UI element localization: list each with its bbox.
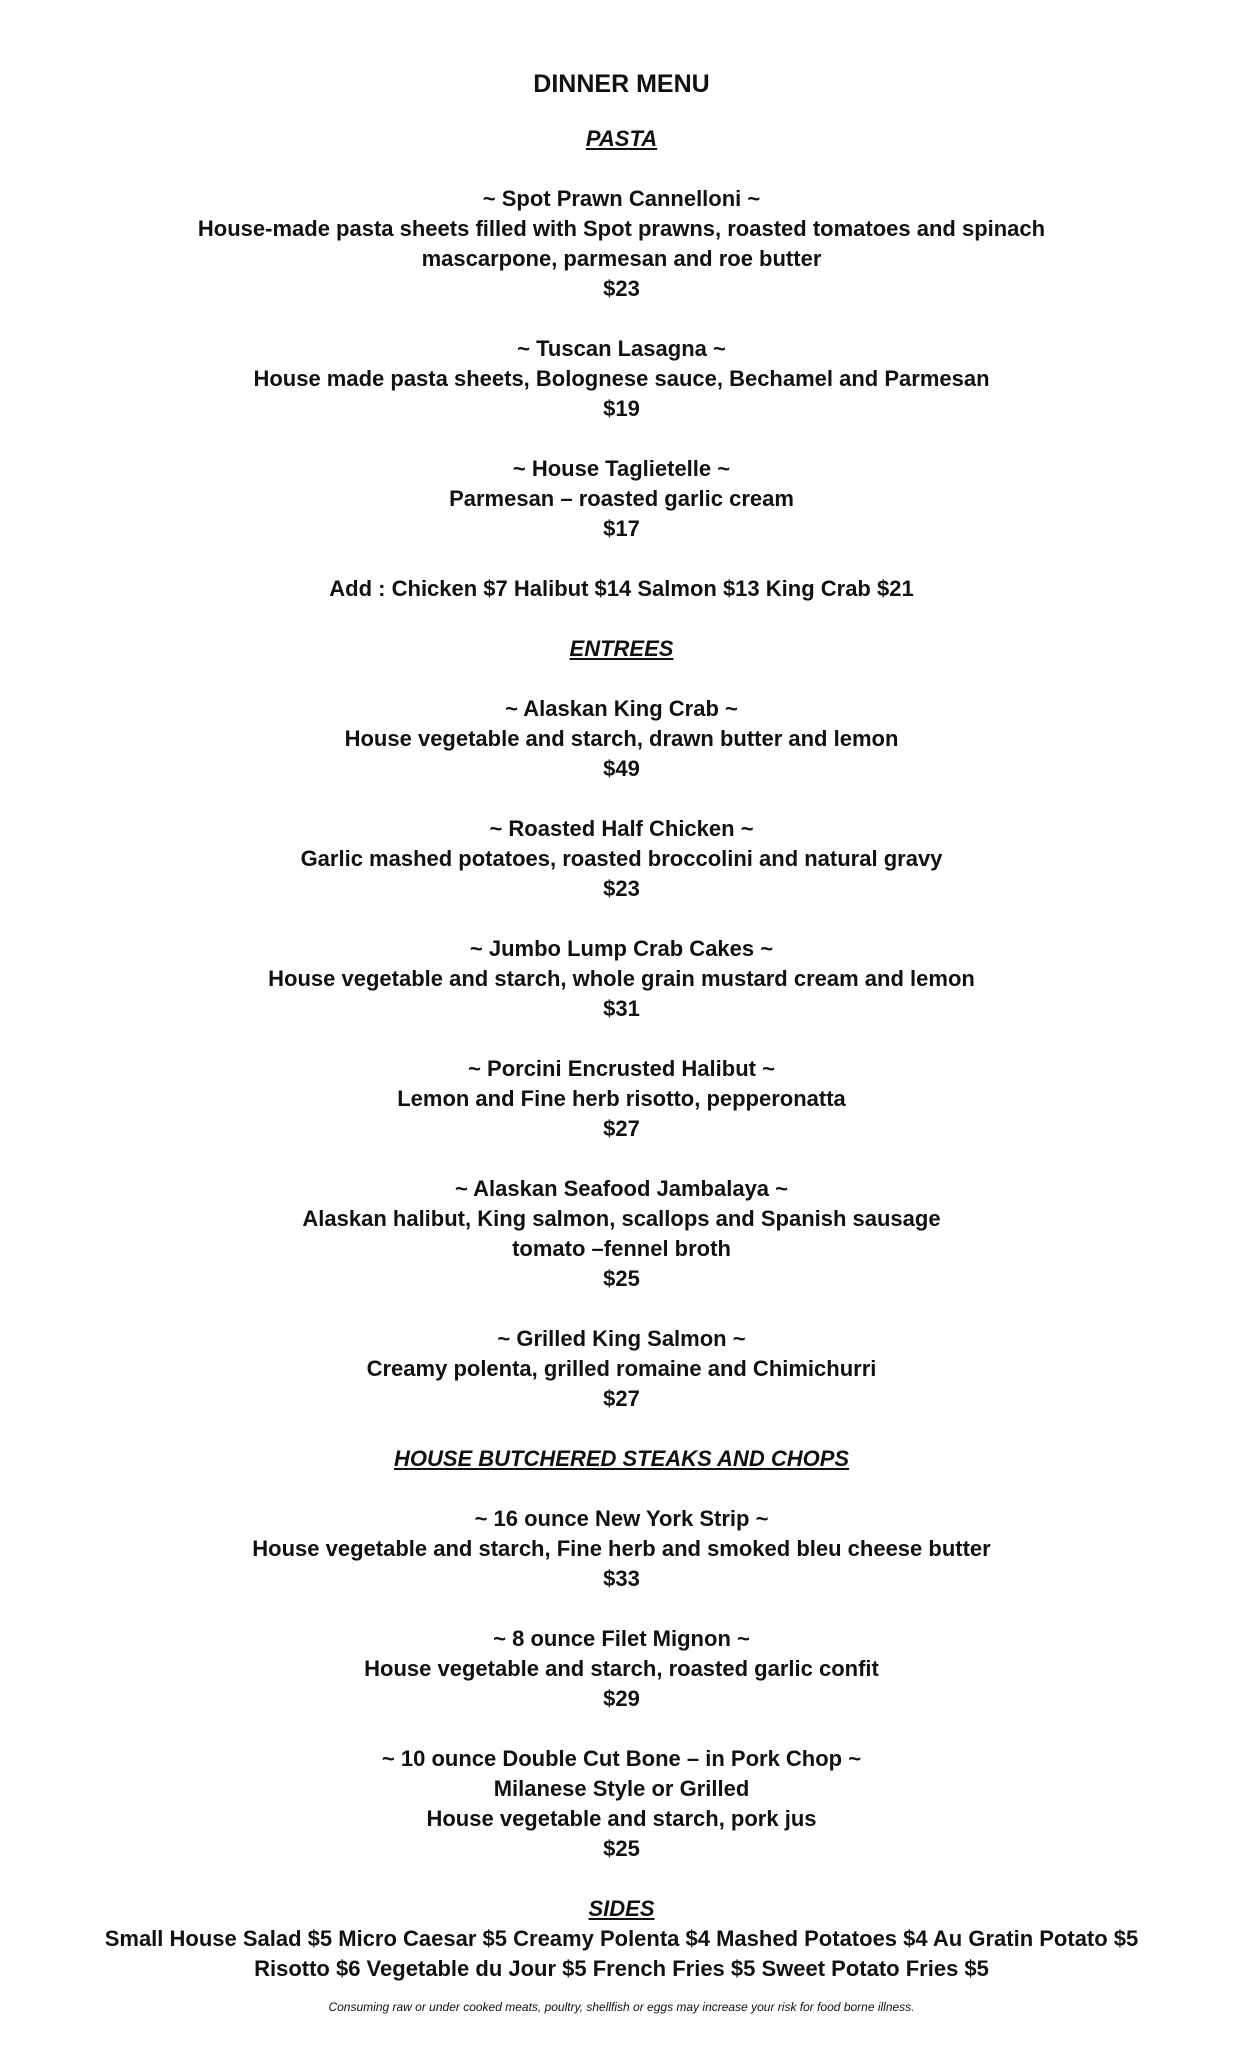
item-name: ~ 8 ounce Filet Mignon ~ [493, 1626, 750, 1651]
entrees-heading: ENTREES [569, 636, 674, 661]
entrees-section [0, 634, 1243, 1414]
item-name: ~ 10 ounce Double Cut Bone – in Pork Chop ~ [381, 1746, 862, 1771]
menu-item [0, 1504, 1243, 1594]
menu-item [0, 814, 1243, 904]
pasta-heading: PASTA [585, 126, 658, 151]
item-price: $27 [603, 1386, 640, 1411]
item-name: ~ Grilled King Salmon ~ [497, 1326, 746, 1351]
item-price: $31 [603, 996, 640, 1021]
menu-item [0, 1744, 1243, 1864]
item-price: $29 [603, 1686, 640, 1711]
item-description: Creamy polenta, grilled romaine and Chimichurri [366, 1356, 877, 1381]
item-price: $25 [603, 1836, 640, 1861]
item-price: $33 [603, 1566, 640, 1591]
item-description: mascarpone, parmesan and roe butter [421, 246, 822, 271]
item-description: tomato –fennel broth [512, 1236, 731, 1261]
item-description: House vegetable and starch, whole grain mustard cream and lemon [268, 966, 975, 991]
item-description: House vegetable and starch, Fine herb and smoked bleu cheese butter [252, 1536, 991, 1561]
item-price: $27 [603, 1116, 640, 1141]
item-description: House-made pasta sheets filled with Spot prawns, roasted tomatoes and spinach [197, 216, 1046, 241]
menu-item [0, 1174, 1243, 1294]
item-price: $17 [603, 516, 640, 541]
steaks-heading: HOUSE BUTCHERED STEAKS AND CHOPS [393, 1446, 850, 1471]
menu-item [0, 934, 1243, 1024]
item-name: ~ Roasted Half Chicken ~ [489, 816, 754, 841]
menu-item [0, 1054, 1243, 1144]
item-price: $25 [603, 1266, 640, 1291]
item-name: ~ 16 ounce New York Strip ~ [474, 1506, 769, 1531]
sides-heading: SIDES [588, 1896, 655, 1921]
item-description: House vegetable and starch, drawn butter and lemon [344, 726, 899, 751]
menu-item [0, 334, 1243, 424]
item-description: House vegetable and starch, roasted garlic confit [364, 1656, 879, 1681]
item-name: ~ Spot Prawn Cannelloni ~ [482, 186, 761, 211]
item-name: ~ House Taglietelle ~ [512, 456, 731, 481]
item-description: Garlic mashed potatoes, roasted broccolini and natural gravy [300, 846, 943, 871]
item-name: ~ Alaskan Seafood Jambalaya ~ [454, 1176, 789, 1201]
item-price: $23 [603, 876, 640, 901]
sides-list: Small House Salad $5 Micro Caesar $5 Creamy Polenta $4 Mashed Potatoes $4 Au Gratin Potato $5 [104, 1926, 1139, 1951]
menu-item [0, 1324, 1243, 1414]
pasta-section [0, 124, 1243, 604]
item-price: $23 [603, 276, 640, 301]
steaks-section [0, 1444, 1243, 1864]
item-description: Alaskan halibut, King salmon, scallops and Spanish sausage [302, 1206, 941, 1231]
menu-item [0, 454, 1243, 544]
item-price: $49 [603, 756, 640, 781]
item-name: ~ Jumbo Lump Crab Cakes ~ [469, 936, 774, 961]
item-description: Lemon and Fine herb risotto, pepperonatta [397, 1086, 846, 1111]
pasta-add-ons: Add : Chicken $7 Halibut $14 Salmon $13 King Crab $21 [329, 576, 914, 601]
item-name: ~ Tuscan Lasagna ~ [517, 336, 726, 361]
menu-title: DINNER MENU [533, 70, 710, 98]
menu-item [0, 1624, 1243, 1714]
item-description: Parmesan – roasted garlic cream [449, 486, 794, 511]
menu-item [0, 184, 1243, 304]
item-price: $19 [603, 396, 640, 421]
menu-item [0, 694, 1243, 784]
food-safety-disclaimer: Consuming raw or under cooked meats, poultry, shellfish or eggs may increase your risk for food borne illness. [328, 2000, 915, 2014]
item-description: Milanese Style or Grilled [493, 1776, 750, 1801]
item-description: House made pasta sheets, Bolognese sauce, Bechamel and Parmesan [253, 366, 990, 391]
sides-list: Risotto $6 Vegetable du Jour $5 French Fries $5 Sweet Potato Fries $5 [254, 1956, 989, 1981]
sides-section [0, 1894, 1243, 1984]
item-name: ~ Porcini Encrusted Halibut ~ [468, 1056, 775, 1081]
item-name: ~ Alaskan King Crab ~ [505, 696, 738, 721]
item-description: House vegetable and starch, pork jus [426, 1806, 817, 1831]
